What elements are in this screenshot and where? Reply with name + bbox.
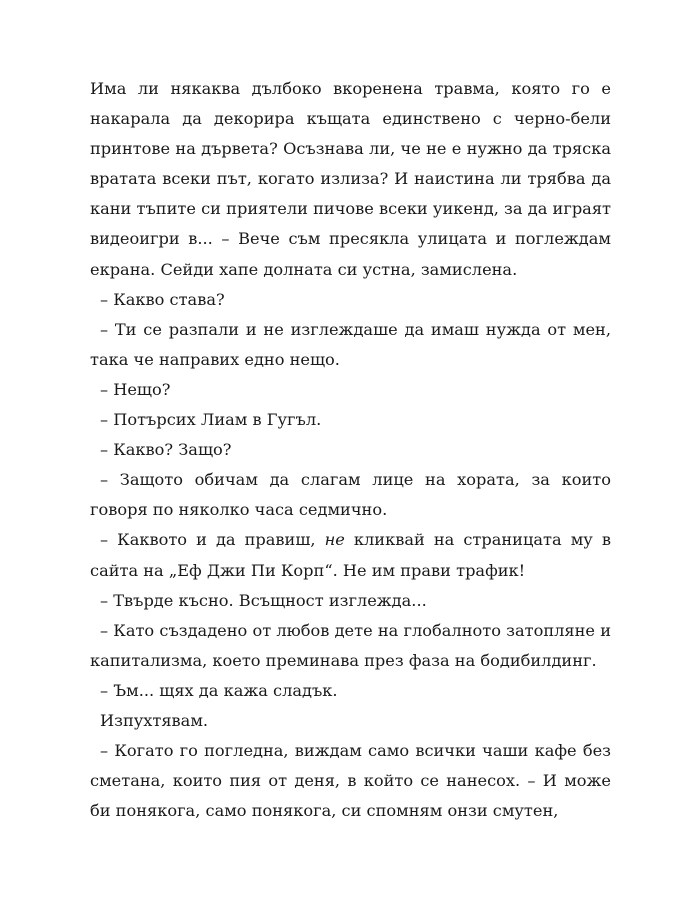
text-run: кликвай на страницата му в сайта на „Еф Джи Пи Корп“. Не им прави трафик! [90,530,611,580]
paragraph [90,706,611,736]
paragraph [90,375,611,405]
emphasis-text: не [324,530,345,550]
paragraph [90,285,611,315]
paragraph [90,525,611,585]
text-run: – Ъм... щях да кажа сладък. [100,680,338,700]
paragraph [90,676,611,706]
paragraph [90,315,611,375]
paragraph [90,405,611,435]
paragraph [90,616,611,676]
text-run: – Ти се разпали и не изглеждаше да имаш нужда от мен, така че направих едно нещо. [90,319,611,369]
paragraph [90,586,611,616]
text-run: – Защото обичам да слагам лице на хората, за които говоря по няколко часа седмично. [90,470,611,520]
text-run: Има ли някаква дълбоко вкоренена травма, която го е накарала да декорира къщата единствено с черно-бели принтове на дървета? Осъзнава ли, че не е нужно да тряска вратата всеки път, когато излиза? И наистина ли трябва да кани тъпите си приятели пичове всеки уикенд, за да играят видеоигри в... – Вече съм пресякла улицата и поглеждам екрана. Сейди хапе долната си устна, замислена. [90,79,611,279]
paragraph [90,736,611,826]
paragraph [90,435,611,465]
text-run: Изпухтявам. [100,710,209,730]
text-run: – Нещо? [100,379,171,399]
text-run: – Като създадено от любов дете на глобалното затопляне и капитализма, което преминава през фаза на бодибилдинг. [90,620,611,670]
paragraph [90,74,611,285]
text-run: – Когато го погледна, виждам само всички чаши кафе без сметана, които пия от деня, в който се нанесох. – И може би понякога, само понякога, си спомням онзи смутен, [90,741,611,821]
text-run: – Какво става? [100,289,225,309]
text-run: – Потърсих Лиам в Гугъл. [100,410,322,430]
paragraph [90,465,611,525]
text-run: – Твърде късно. Всъщност изглежда... [100,590,427,610]
text-run: – Какво? Защо? [100,440,232,460]
body-text [90,74,611,826]
text-run: – Каквото и да правиш, [100,530,325,550]
